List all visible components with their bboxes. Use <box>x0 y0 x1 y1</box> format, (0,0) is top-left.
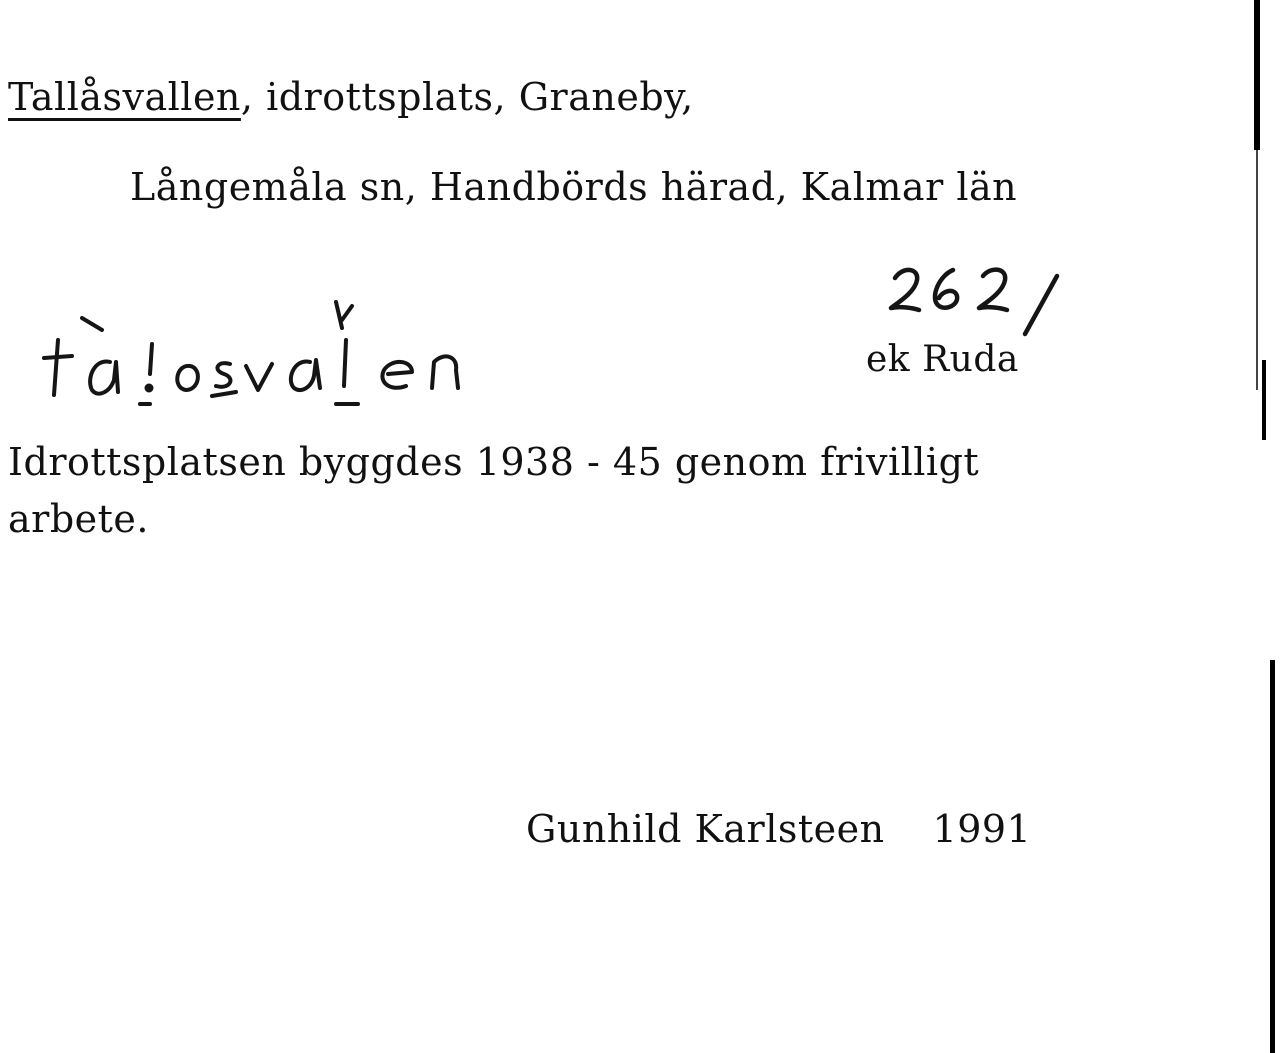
scan-edge-mark <box>1254 0 1260 150</box>
record-year: 1991 <box>932 807 1032 851</box>
scan-edge-mark <box>1262 360 1266 440</box>
informant-name: Gunhild Karlsteen <box>526 807 885 851</box>
signature-line <box>526 807 1032 851</box>
scan-edge-mark <box>1256 150 1258 390</box>
description-line: arbete. <box>8 497 149 541</box>
title-line <box>8 75 694 119</box>
phonetic-handwriting <box>40 300 540 420</box>
scan-edge-mark <box>1270 660 1275 1053</box>
headword: Tallåsvallen <box>8 75 241 119</box>
map-reference: ek Ruda <box>866 339 1019 380</box>
location-line: Långemåla sn, Handbörds härad, Kalmar län <box>130 165 1018 209</box>
map-number-handwriting <box>885 262 1065 342</box>
title-rest: , idrottsplats, Graneby, <box>240 75 694 119</box>
description-line: Idrottsplatsen byggdes 1938 - 45 genom frivilligt <box>8 440 980 484</box>
